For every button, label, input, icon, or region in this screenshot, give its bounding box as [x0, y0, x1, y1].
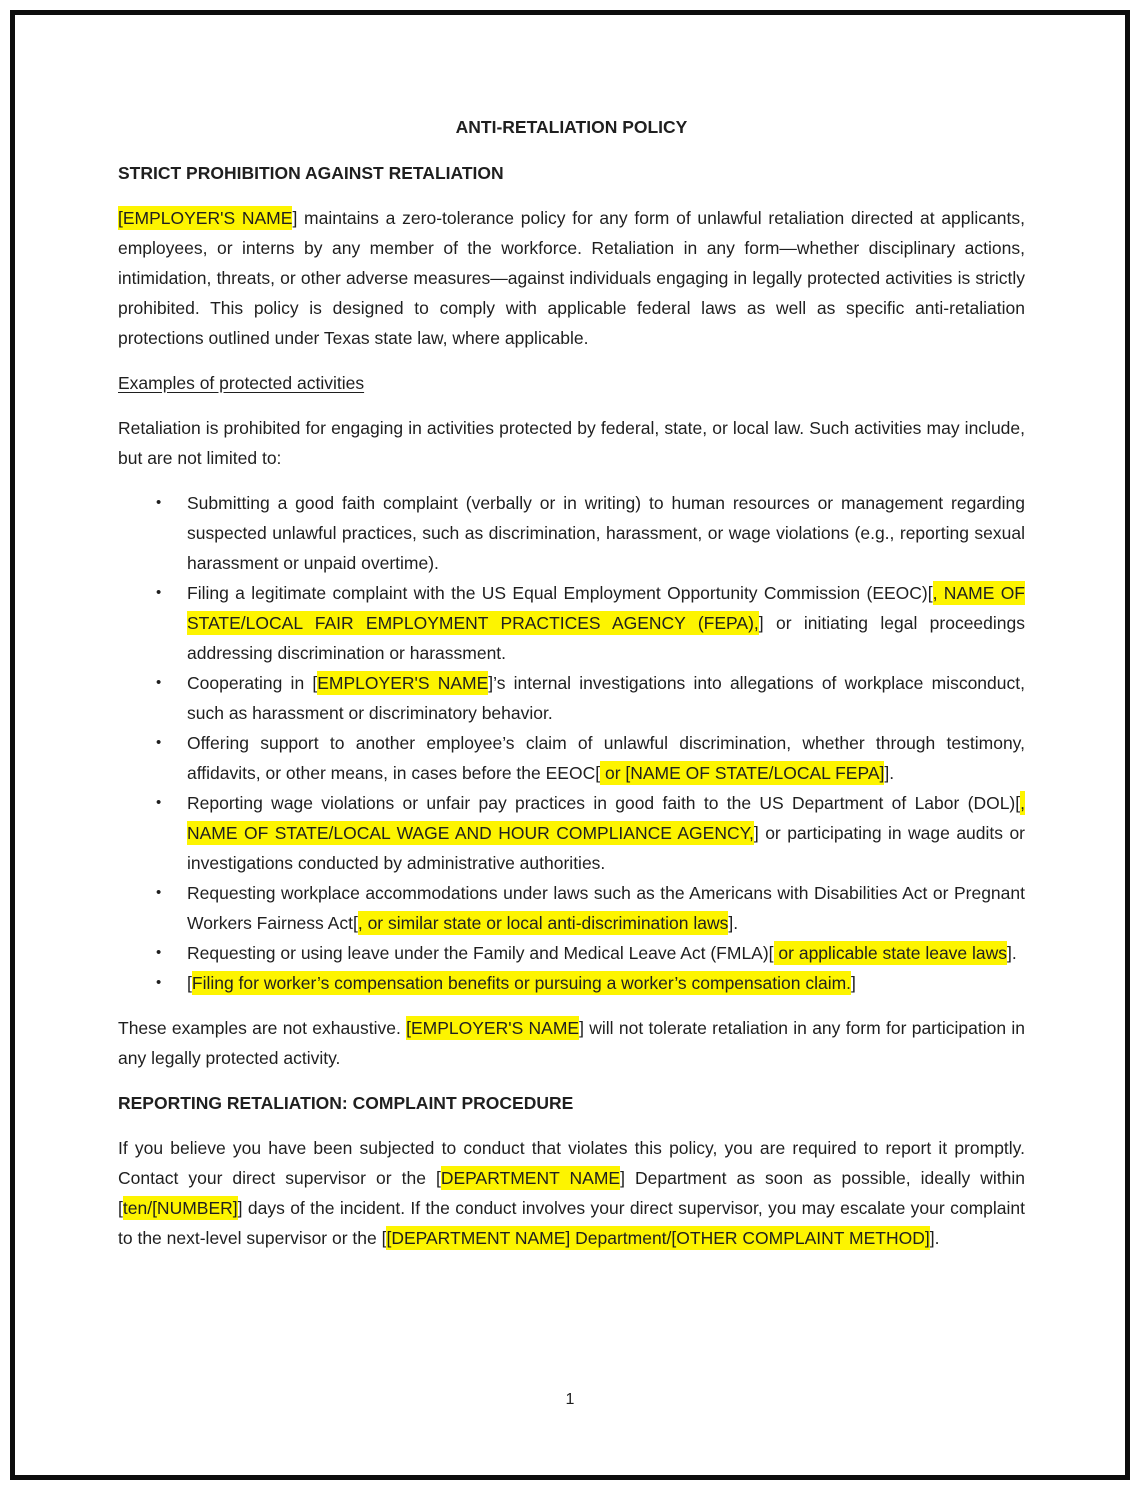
bullet-icon: •	[156, 974, 162, 991]
text-run: ] maintains a zero-tolerance policy for any form of unlawful retaliation directed at applicants, employees, or interns by any member of the workforce. Retaliation in any form—whether disciplinary actions, intimidation, threats, or other adverse measures—against individuals engaging in legally protected activities is strictly prohibited. This policy is designed to comply with applicable federal laws as well as specific anti-retaliation protections outlined under Texas state law, where applicable.	[118, 208, 1025, 348]
highlighted-placeholder: or applicable state leave laws	[773, 943, 1008, 963]
text-run: ] or participating in wage audits or investigations conducted by administrative authorities.	[187, 823, 1026, 873]
bullet-icon: •	[156, 674, 162, 691]
text-run: Cooperating in [	[187, 673, 318, 693]
bullet-icon: •	[156, 884, 162, 901]
bullet-item	[118, 788, 1025, 878]
document-content	[118, 0, 1025, 1268]
bullet-text	[187, 671, 1025, 723]
paragraph	[118, 1133, 1025, 1253]
text-run: Requesting or using leave under the Family and Medical Leave Act (FMLA)[	[187, 943, 774, 963]
text-run: ] or initiating legal proceedings addressing discrimination or harassment.	[187, 613, 1025, 663]
text-run: ].	[1007, 943, 1017, 963]
bullet-text	[187, 971, 856, 995]
bullet-item	[118, 578, 1025, 668]
highlighted-placeholder: , NAME OF STATE/LOCAL WAGE AND HOUR COMPLIANCE AGENCY,	[187, 793, 1025, 843]
highlighted-placeholder: DEPARTMENT NAME	[440, 1168, 621, 1188]
text-run: ].	[884, 763, 895, 783]
text-run: Examples of protected activities	[118, 373, 365, 393]
highlighted-placeholder: or [NAME OF STATE/LOCAL FEPA]	[600, 763, 885, 783]
highlighted-placeholder: [EMPLOYER'S NAME	[406, 1018, 580, 1038]
bullet-item	[118, 878, 1025, 938]
text-run: ]’s internal investigations into allegations of workplace misconduct, such as harassment or discriminatory behavior.	[187, 673, 1025, 723]
bullet-text	[187, 791, 1025, 873]
text-run: [	[187, 973, 192, 993]
highlighted-placeholder: Filing for worker’s compensation benefits or pursuing a worker’s compensation claim.	[191, 973, 852, 993]
paragraph	[118, 1013, 1025, 1073]
text-run: ] Department as soon as possible, ideally within [	[118, 1168, 1025, 1218]
text-run: STRICT PROHIBITION AGAINST RETALIATION	[118, 163, 504, 183]
bullet-text	[187, 941, 1017, 965]
text-run: These examples are not exhaustive.	[118, 1018, 407, 1038]
bullet-item	[118, 488, 1025, 578]
text-run: ].	[929, 1228, 940, 1248]
highlighted-placeholder: , or similar state or local anti-discrimination laws	[357, 913, 729, 933]
paragraph	[118, 203, 1025, 353]
bullet-text	[187, 493, 1025, 573]
bullet-icon: •	[156, 494, 162, 511]
text-run: Requesting workplace accommodations under laws such as the Americans with Disabilities Act or Pregnant Workers Fairness Act[	[187, 883, 1025, 933]
text-run: Offering support to another employee’s claim of unlawful discrimination, whether through testimony, affidavits, or other means, in cases before the EEOC[	[187, 733, 1025, 783]
text-run: Retaliation is prohibited for engaging in activities protected by federal, state, or local law. Such activities may include, but are not limited to:	[118, 418, 1025, 468]
bullet-text	[187, 581, 1025, 663]
highlighted-placeholder: ten/[NUMBER]	[122, 1198, 238, 1218]
underlined-subheading	[118, 368, 1025, 398]
bullet-icon: •	[156, 584, 162, 601]
text-run: Reporting wage violations or unfair pay practices in good faith to the US Department of Labor (DOL)[	[187, 793, 1021, 813]
text-run: ] days of the incident. If the conduct involves your direct supervisor, you may escalate your complaint to the next-level supervisor or the [	[118, 1198, 1025, 1248]
bullet-icon: •	[156, 944, 162, 961]
bullet-icon: •	[156, 794, 162, 811]
bullet-item	[118, 728, 1025, 788]
text-run: If you believe you have been subjected to conduct that violates this policy, you are required to report it promptly. Contact your direct supervisor or the [	[118, 1138, 1025, 1188]
bullet-item	[118, 968, 1025, 998]
bullet-icon: •	[156, 734, 162, 751]
section-heading	[118, 158, 1025, 188]
text-run: REPORTING RETALIATION: COMPLAINT PROCEDURE	[118, 1093, 574, 1113]
highlighted-placeholder: EMPLOYER'S NAME	[317, 673, 489, 693]
text-run: ].	[728, 913, 739, 933]
bullet-item	[118, 938, 1025, 968]
paragraph	[118, 413, 1025, 473]
text-run: ] will not tolerate retaliation in any form for participation in any legally protected activity.	[118, 1018, 1025, 1068]
document-title: ANTI-RETALIATION POLICY	[455, 117, 688, 137]
bullet-list	[118, 488, 1025, 998]
text-run: Filing a legitimate complaint with the US Equal Employment Opportunity Commission (EEOC)[	[187, 583, 933, 603]
section-heading	[118, 1088, 1025, 1118]
highlighted-placeholder: [DEPARTMENT NAME] Department/[OTHER COMPLAINT METHOD]	[386, 1228, 930, 1248]
page-number: 1	[565, 1391, 575, 1408]
highlighted-placeholder: , NAME OF STATE/LOCAL FAIR EMPLOYMENT PRACTICES AGENCY (FEPA),	[187, 583, 1025, 633]
bullet-text	[187, 883, 1025, 935]
text-run: ]	[851, 973, 856, 993]
document-body	[118, 158, 1025, 1253]
text-run: Submitting a good faith complaint (verbally or in writing) to human resources or management regarding suspected unlawful practices, such as discrimination, harassment, or wage violations (e.g., reporting sexual harassment or unpaid overtime).	[187, 493, 1025, 573]
bullet-item	[118, 668, 1025, 728]
highlighted-placeholder: [EMPLOYER'S NAME	[118, 208, 293, 228]
bullet-text	[187, 733, 1025, 785]
